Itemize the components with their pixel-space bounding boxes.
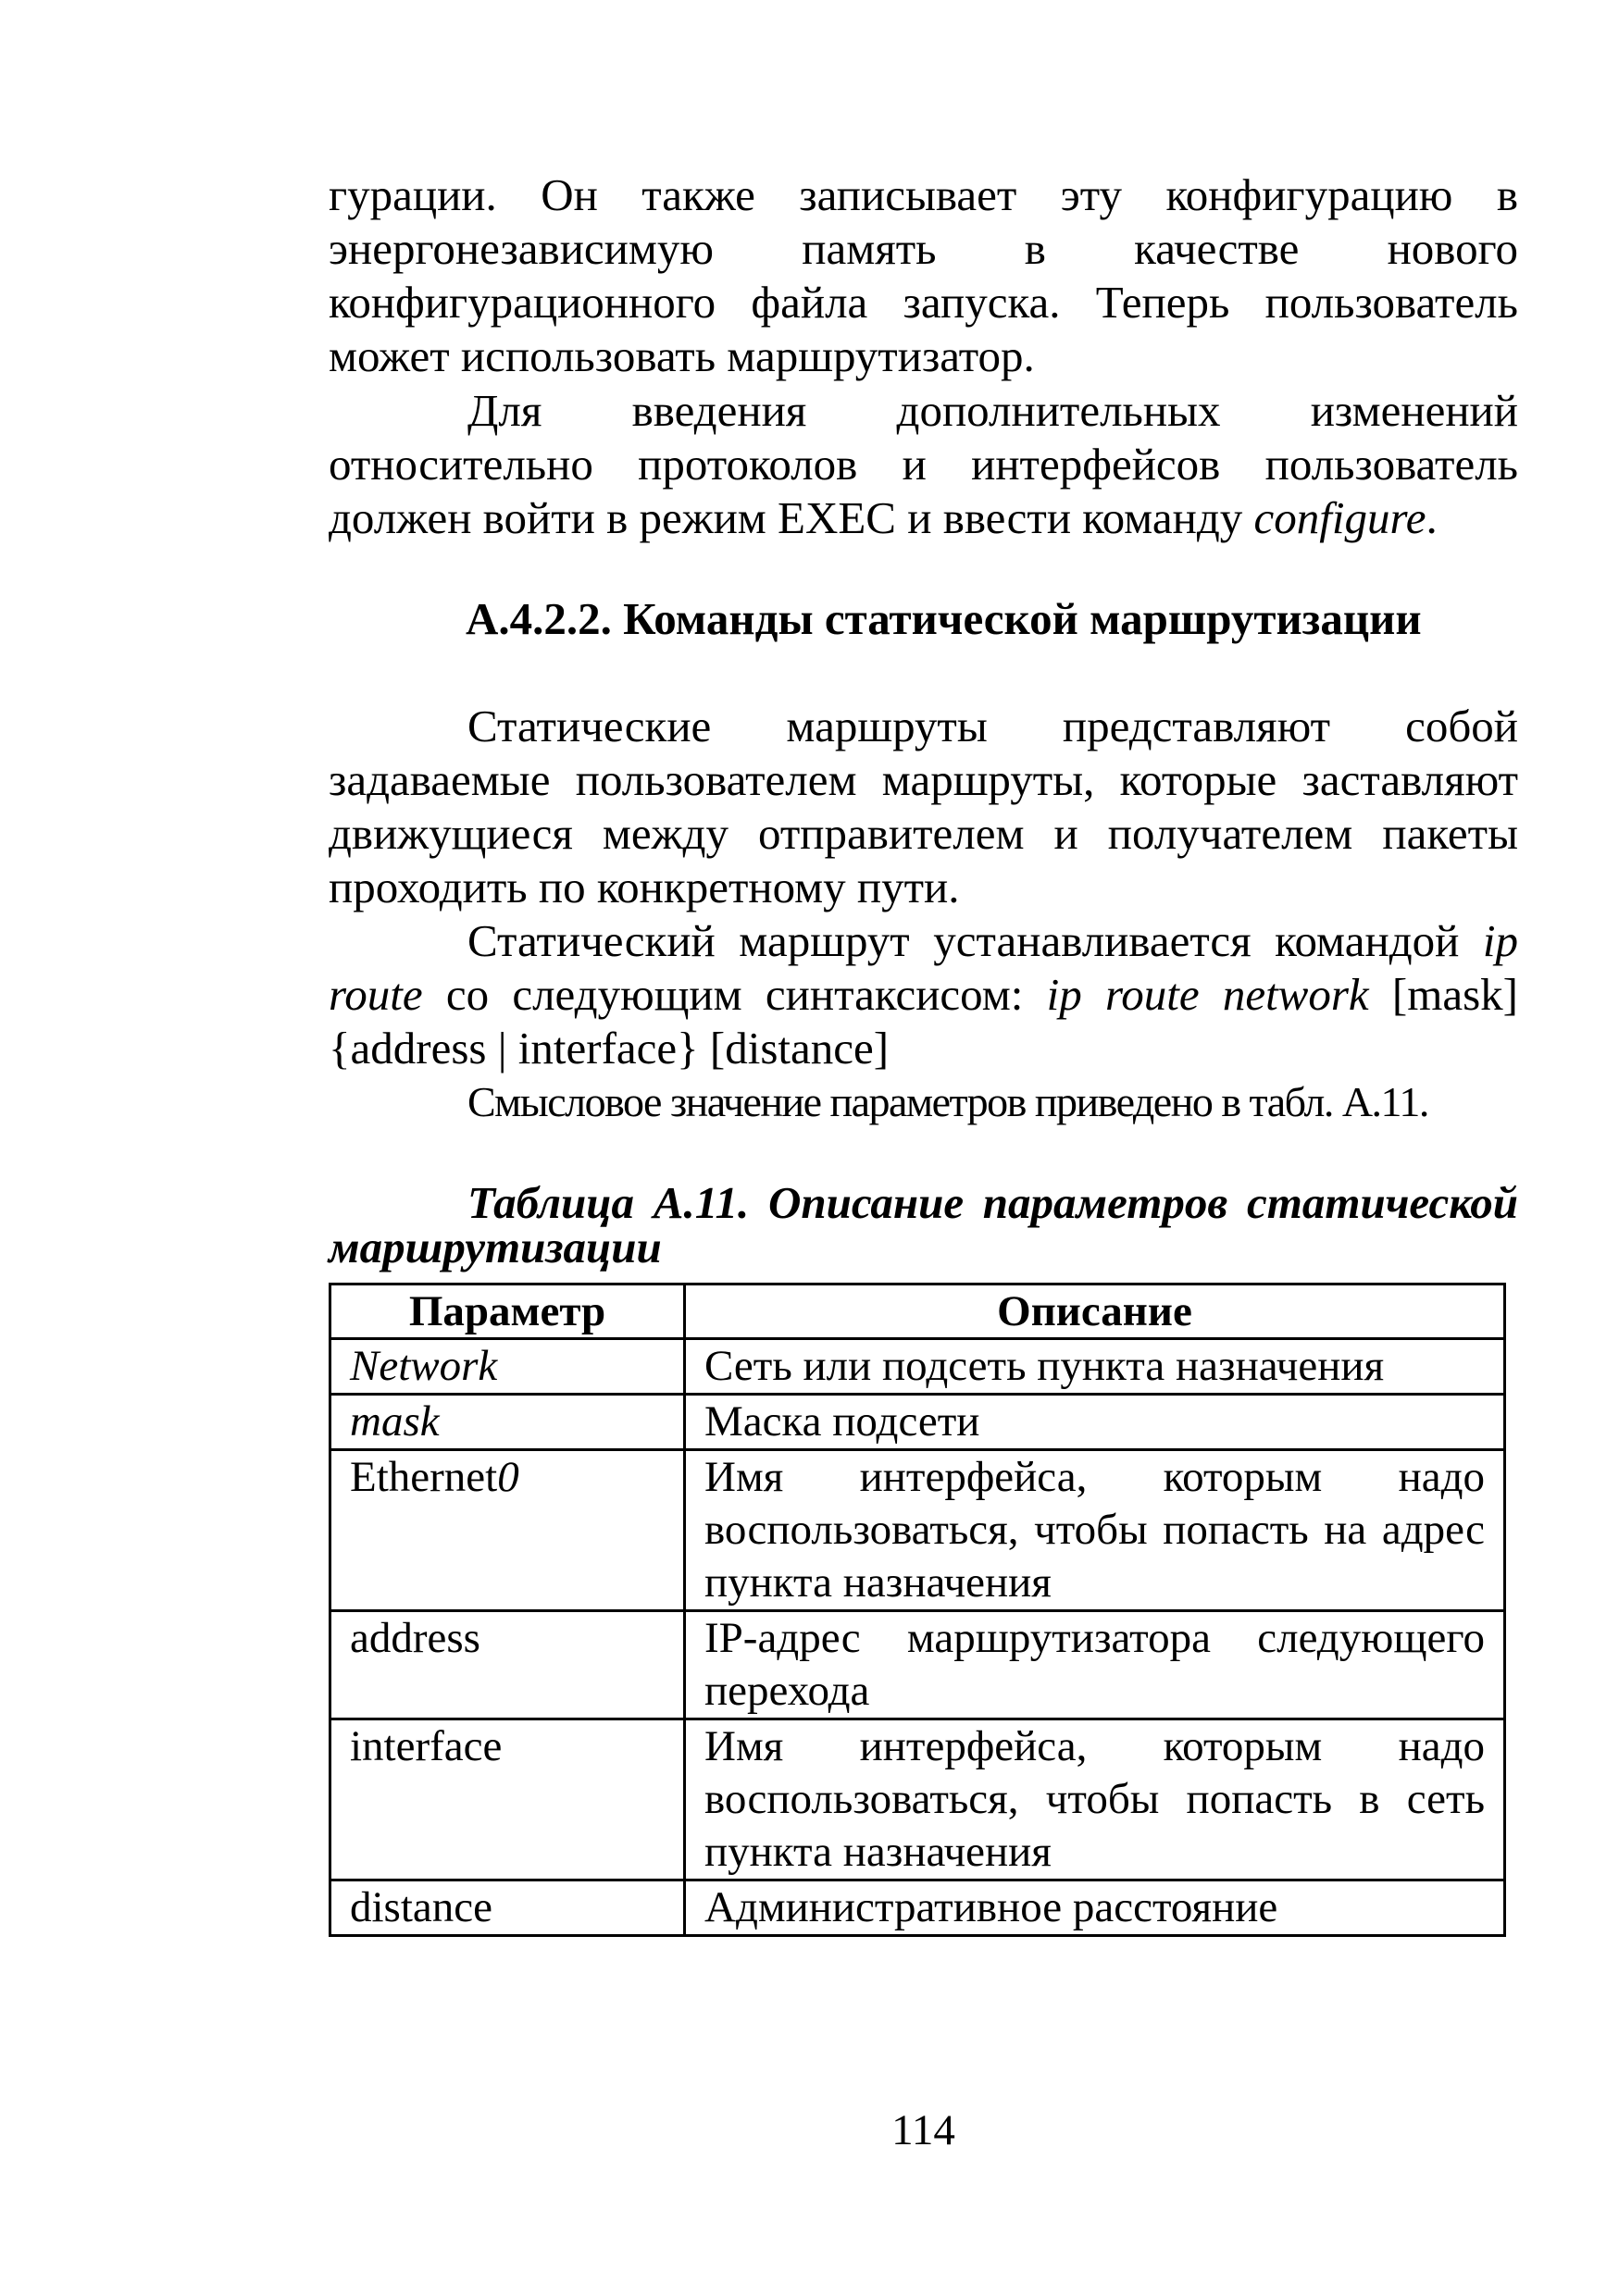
paragraph-2-end: . bbox=[1426, 492, 1438, 543]
paragraph-2-text: Для введения дополнительных изменений относительно протоколов и интерфейсов пользователь должен войти в режим EXEC и ввести команду bbox=[329, 385, 1518, 543]
header-desc: Описание bbox=[685, 1285, 1505, 1339]
paragraph-1 bbox=[329, 168, 1518, 383]
paragraph-4-part-b: со следующим синтаксисом: bbox=[422, 969, 1047, 1020]
desc-cell: Сеть или подсеть пункта назначения bbox=[685, 1339, 1505, 1395]
table-row bbox=[330, 1611, 1505, 1719]
desc-cell: Имя интерфейса, которым надо воспользоваться, чтобы попасть на адрес пункта назначения bbox=[685, 1450, 1505, 1611]
desc-cell: IP-адрес маршрутизатора следующего перехода bbox=[685, 1611, 1505, 1719]
table-row bbox=[330, 1880, 1505, 1936]
paragraph-2 bbox=[329, 384, 1518, 545]
param-cell-name: Ethernet bbox=[350, 1453, 498, 1501]
section-heading: А.4.2.2. Команды статической маршрутизации bbox=[466, 593, 1422, 644]
configure-command: configure bbox=[1253, 492, 1426, 543]
paragraph-3 bbox=[329, 700, 1518, 914]
desc-cell: Административное расстояние bbox=[685, 1880, 1505, 1936]
parameters-table-wrapper bbox=[329, 1283, 1506, 1937]
param-cell: mask bbox=[330, 1395, 685, 1450]
param-cell bbox=[330, 1450, 685, 1611]
paragraph-3-text: Статические маршруты представляют собой задаваемые пользователем маршруты, которые заставляют движущиеся между отправителем и получателем пакеты проходить по конкретному пути. bbox=[329, 701, 1518, 912]
paragraph-4 bbox=[329, 914, 1518, 1075]
table-header-row bbox=[330, 1285, 1505, 1339]
table-row bbox=[330, 1395, 1505, 1450]
header-param: Параметр bbox=[330, 1285, 685, 1339]
paragraph-4-part-a: Статический маршрут устанавливается командой bbox=[467, 915, 1483, 966]
ip-route-syntax: ip route network bbox=[1046, 969, 1369, 1020]
table-caption: Таблица А.11. Описание параметров статической маршрутизации bbox=[329, 1177, 1518, 1272]
paragraph-1-text: гурации. Он также записывает эту конфигурацию в энергонезависимую память в качестве нового конфигурационного файла запуска. Теперь пользователь может использовать маршрутизатор. bbox=[329, 169, 1518, 381]
page-number: 114 bbox=[891, 2106, 955, 2154]
paragraph-5: Смысловое значение параметров приведено в табл. А.11. bbox=[467, 1078, 1428, 1125]
param-cell: address bbox=[330, 1611, 685, 1719]
desc-cell: Имя интерфейса, которым надо воспользоваться, чтобы попасть в сеть пункта назначения bbox=[685, 1719, 1505, 1880]
table-row bbox=[330, 1719, 1505, 1880]
ip-route-command: ip route bbox=[329, 915, 1518, 1020]
paragraph-4-part-c: [mask] {address | interface} [distance] bbox=[329, 969, 1518, 1074]
param-cell: interface bbox=[330, 1719, 685, 1880]
param-cell: Network bbox=[330, 1339, 685, 1395]
table-row bbox=[330, 1339, 1505, 1395]
parameters-table bbox=[329, 1283, 1506, 1937]
table-row bbox=[330, 1450, 1505, 1611]
param-cell: distance bbox=[330, 1880, 685, 1936]
desc-cell: Маска подсети bbox=[685, 1395, 1505, 1450]
param-cell-index: 0 bbox=[497, 1453, 519, 1501]
